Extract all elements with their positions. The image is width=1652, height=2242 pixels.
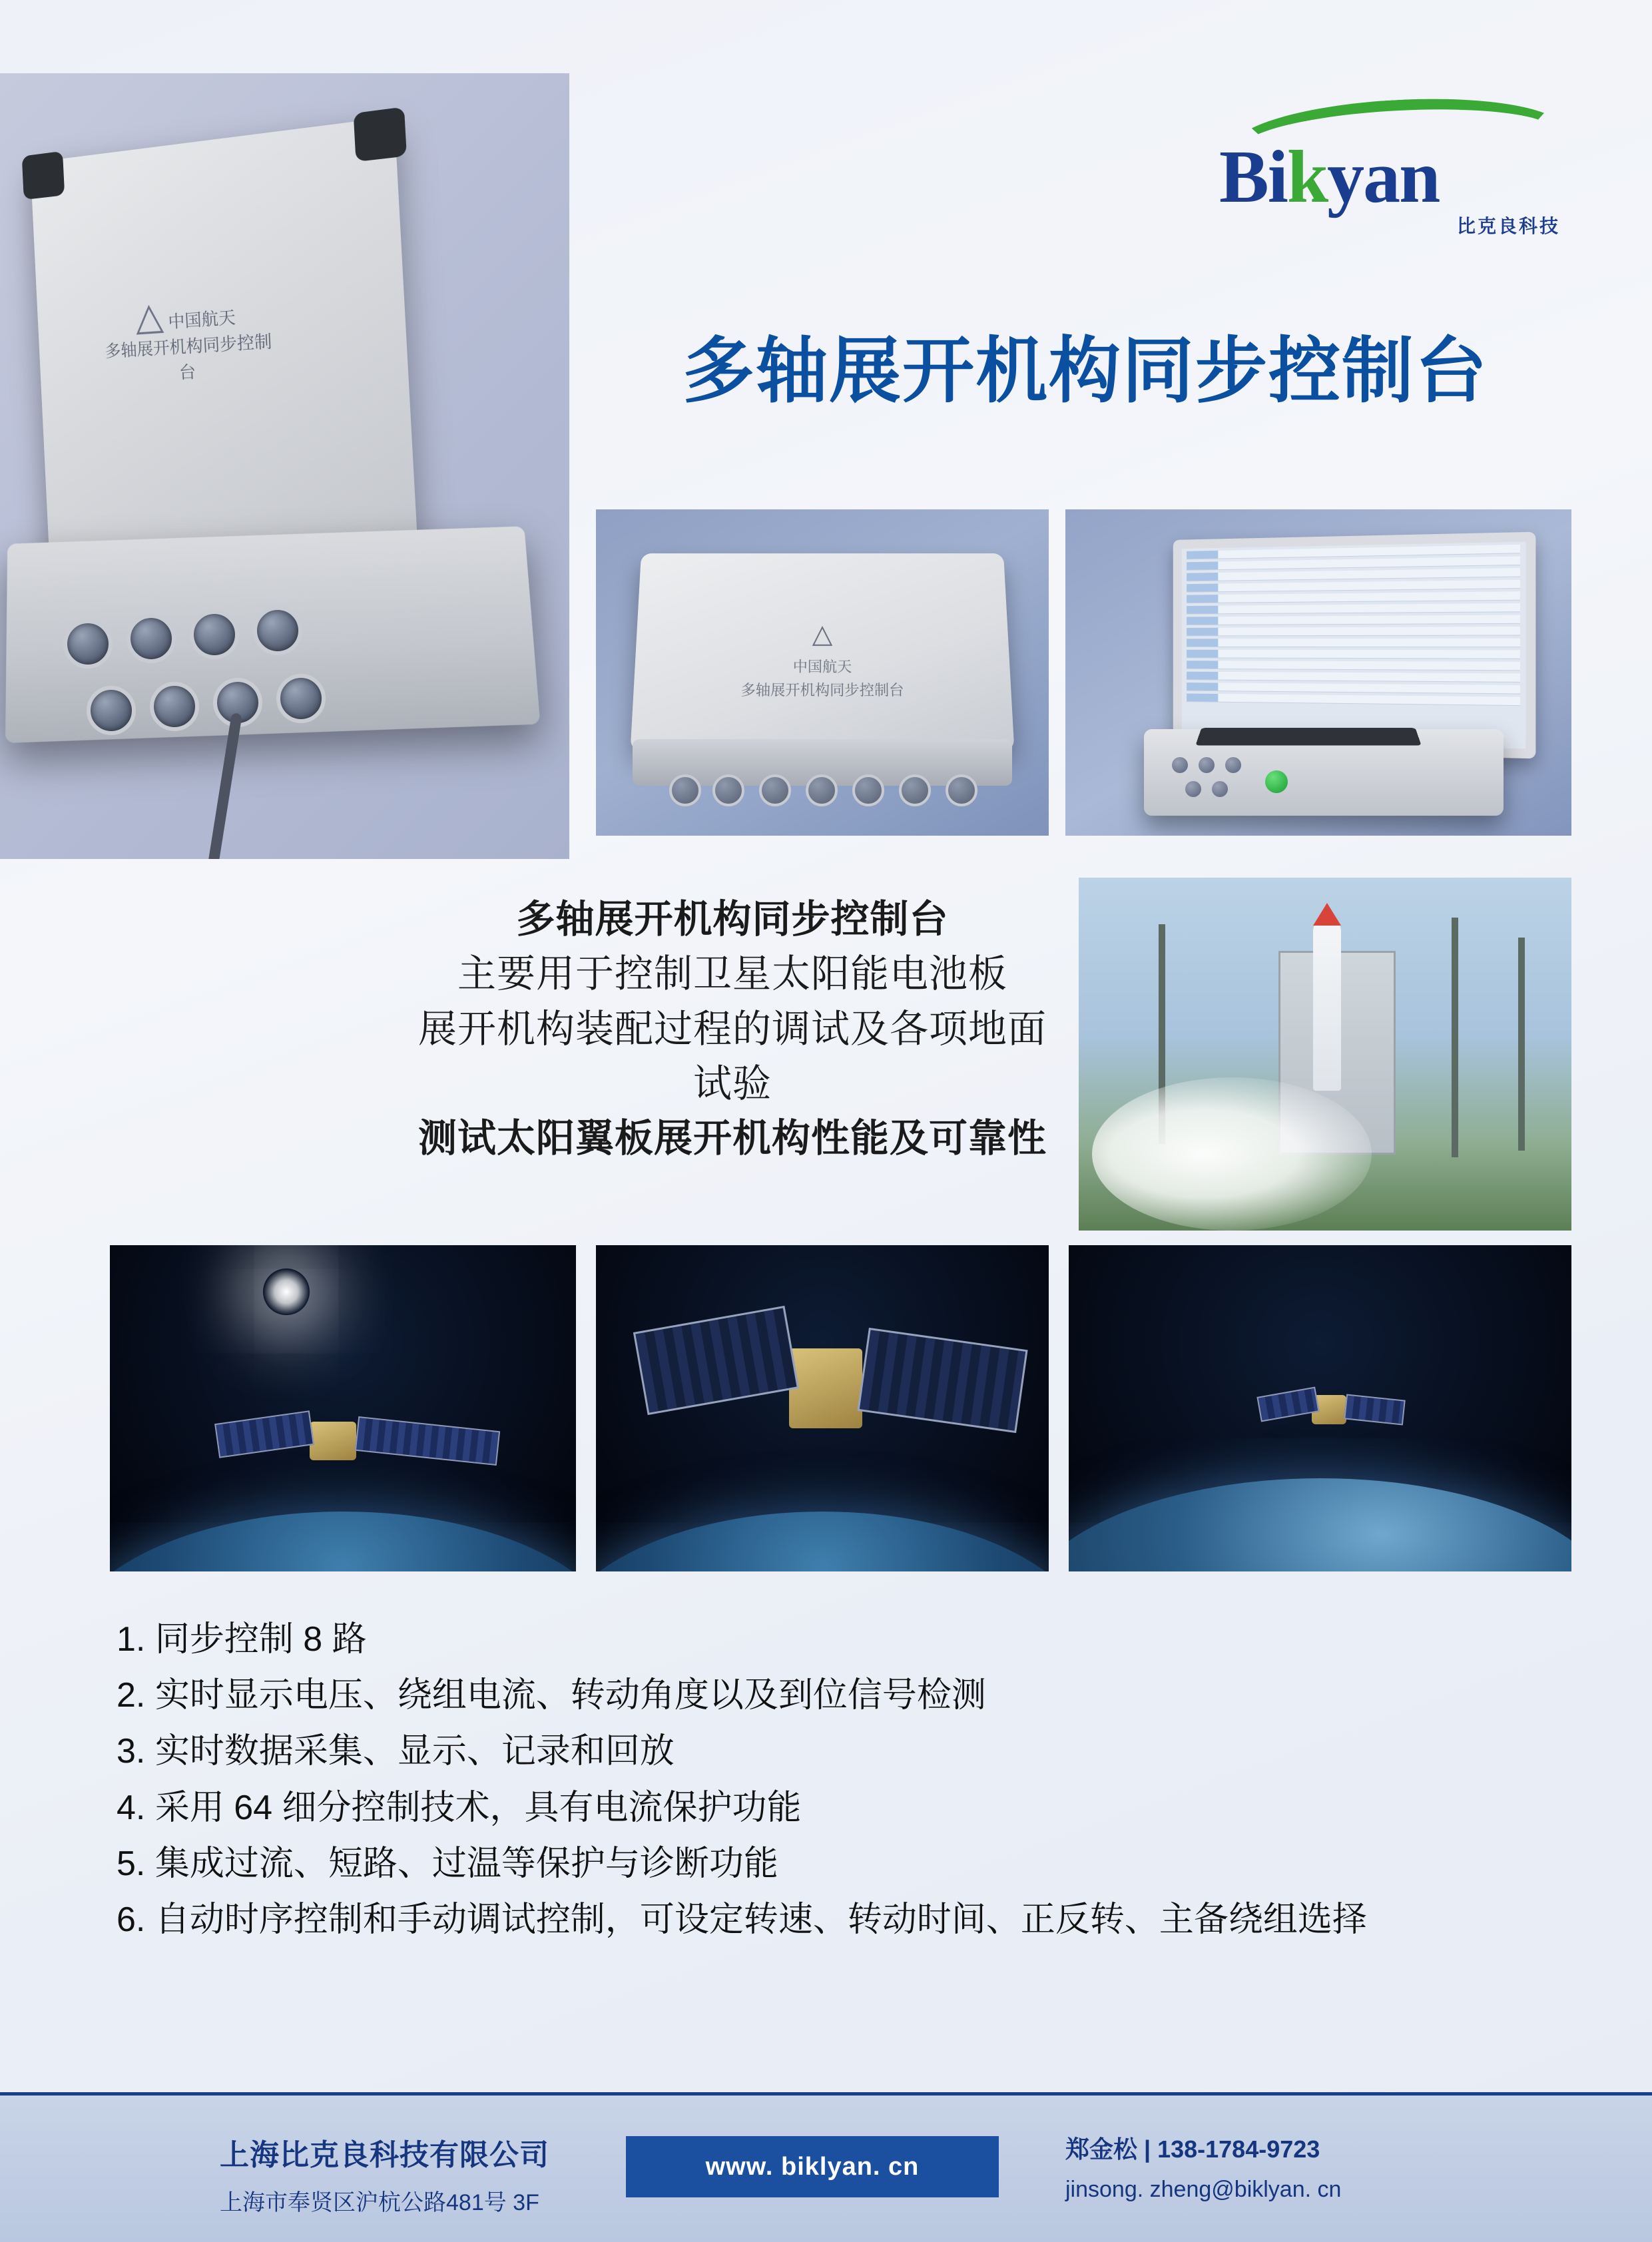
connector-port xyxy=(87,686,136,735)
logo-text-part1: Bi xyxy=(1219,136,1287,218)
footer-contact xyxy=(1065,2131,1341,2203)
engraved-model: 多轴展开机构同步控制台 xyxy=(740,682,904,699)
engraved-model: 多轴展开机构同步控制台 xyxy=(104,331,273,383)
connector-port xyxy=(712,774,744,806)
screen-row xyxy=(1187,603,1520,615)
connector-port xyxy=(150,682,199,731)
satellite-body xyxy=(310,1422,356,1460)
footer-divider xyxy=(0,2092,1652,2096)
connector-port xyxy=(946,774,977,806)
engraved-brand: 中国航天 xyxy=(792,658,852,675)
feature-item-5: 5. 集成过流、短路、过温等保护与诊断功能 xyxy=(117,1844,778,1883)
rocket-body xyxy=(1313,918,1341,1091)
feature-item-6: 6. 自动时序控制和手动调试控制，可设定转速、转动时间、正反转、主备绕组选择 xyxy=(117,1900,1367,1940)
screen-row xyxy=(1187,672,1520,683)
feature-list xyxy=(117,1611,1555,1948)
product-photo-closed xyxy=(596,509,1049,836)
connector-port xyxy=(669,774,701,806)
rocket-launch-photo xyxy=(1079,878,1571,1231)
connector-port xyxy=(276,674,326,723)
footer-company xyxy=(220,2131,549,2217)
description-line-2: 主要用于控制卫星太阳能电池板 xyxy=(457,952,1007,996)
screen-row xyxy=(1187,694,1520,706)
solar-panel xyxy=(1344,1394,1405,1425)
screen-row xyxy=(1187,627,1520,636)
earth-limb xyxy=(596,1512,1049,1571)
launch-tower xyxy=(1452,918,1458,1157)
panel-engraved-label xyxy=(633,613,1012,702)
connector-port xyxy=(63,619,113,669)
connector-port xyxy=(899,774,931,806)
satellite-body xyxy=(789,1348,862,1428)
product-lid xyxy=(30,117,420,597)
product-photo-console-open xyxy=(1065,509,1571,836)
solar-panel xyxy=(1256,1387,1319,1422)
brand-logo xyxy=(1219,100,1565,246)
exhaust-smoke xyxy=(1092,1077,1372,1231)
solar-panel xyxy=(355,1416,500,1466)
satellite-photo-2 xyxy=(596,1245,1049,1571)
solar-panel xyxy=(633,1306,799,1415)
solar-panel xyxy=(857,1328,1027,1433)
footer xyxy=(0,2092,1652,2242)
connector-port xyxy=(1225,757,1241,773)
feature-item-1: 1. 同步控制 8 路 xyxy=(117,1620,367,1659)
feature-item-2: 2. 实时显示电压、绕组电流、转动角度以及到位信号检测 xyxy=(117,1676,986,1715)
contact-email[interactable]: jinsong. zheng@biklyan. cn xyxy=(1065,2177,1342,2202)
corner-bumper xyxy=(354,107,407,162)
connector-port xyxy=(1212,781,1228,797)
connector-port xyxy=(190,610,239,659)
connector-port xyxy=(1172,757,1188,773)
power-button xyxy=(1265,770,1288,793)
earth-limb xyxy=(1069,1478,1571,1571)
screen-row xyxy=(1187,568,1520,581)
console-keyboard xyxy=(1195,728,1421,745)
connector-port xyxy=(127,614,176,663)
satellite-photo-1 xyxy=(110,1245,576,1571)
product-top-panel xyxy=(631,553,1015,751)
solar-panel xyxy=(214,1410,314,1458)
screen-row xyxy=(1187,683,1520,694)
screen-row xyxy=(1187,615,1520,625)
connector-port xyxy=(852,774,884,806)
feature-item-4: 4. 采用 64 细分控制技术，具有电流保护功能 xyxy=(117,1788,802,1827)
rocket-nose-icon xyxy=(1313,903,1341,926)
earth-limb xyxy=(110,1512,576,1571)
screen-row xyxy=(1187,650,1520,659)
connector-port xyxy=(806,774,838,806)
page-title: 多轴展开机构同步控制台 xyxy=(682,330,1488,411)
launch-tower xyxy=(1518,938,1525,1151)
connector-port xyxy=(759,774,791,806)
screen-row xyxy=(1187,639,1520,647)
console-screen xyxy=(1173,532,1536,759)
screen-row xyxy=(1187,591,1520,603)
logo-wordmark xyxy=(1219,135,1439,220)
screen-row xyxy=(1187,580,1520,593)
feature-item-3: 3. 实时数据采集、显示、记录和回放 xyxy=(117,1732,675,1771)
company-name: 上海比克良科技有限公司 xyxy=(220,2139,549,2171)
casc-logo-icon: △ xyxy=(812,619,833,649)
description-line-4: 测试太阳翼板展开机构性能及可靠性 xyxy=(417,1117,1047,1161)
connector-port xyxy=(1199,757,1215,773)
logo-text-k: k xyxy=(1286,136,1328,218)
engraved-brand: 中国航天 xyxy=(167,307,236,332)
connector-port xyxy=(1185,781,1201,797)
logo-subtitle: 比克良科技 xyxy=(1456,216,1560,236)
description-line-3: 展开机构装配过程的调试及各项地面试验 xyxy=(417,1007,1047,1106)
website-button[interactable]: www. biklyan. cn xyxy=(626,2136,999,2197)
corner-bumper xyxy=(22,151,65,200)
satellite-photo-3 xyxy=(1069,1245,1571,1571)
product-photo-main xyxy=(0,73,569,859)
sun-glare-icon xyxy=(263,1268,310,1315)
logo-text-part2: yan xyxy=(1327,136,1440,218)
screen-row xyxy=(1187,661,1520,671)
company-address: 上海市奉贤区沪杭公路481号 3F xyxy=(220,2190,539,2215)
connector-port xyxy=(253,606,302,655)
description-line-1: 多轴展开机构同步控制台 xyxy=(516,898,949,941)
casc-logo-icon: △ xyxy=(134,294,164,339)
contact-person: 郑金松 | 138-1784-9723 xyxy=(1065,2135,1320,2163)
product-engraved-label xyxy=(103,288,274,389)
description-block xyxy=(400,892,1065,1167)
